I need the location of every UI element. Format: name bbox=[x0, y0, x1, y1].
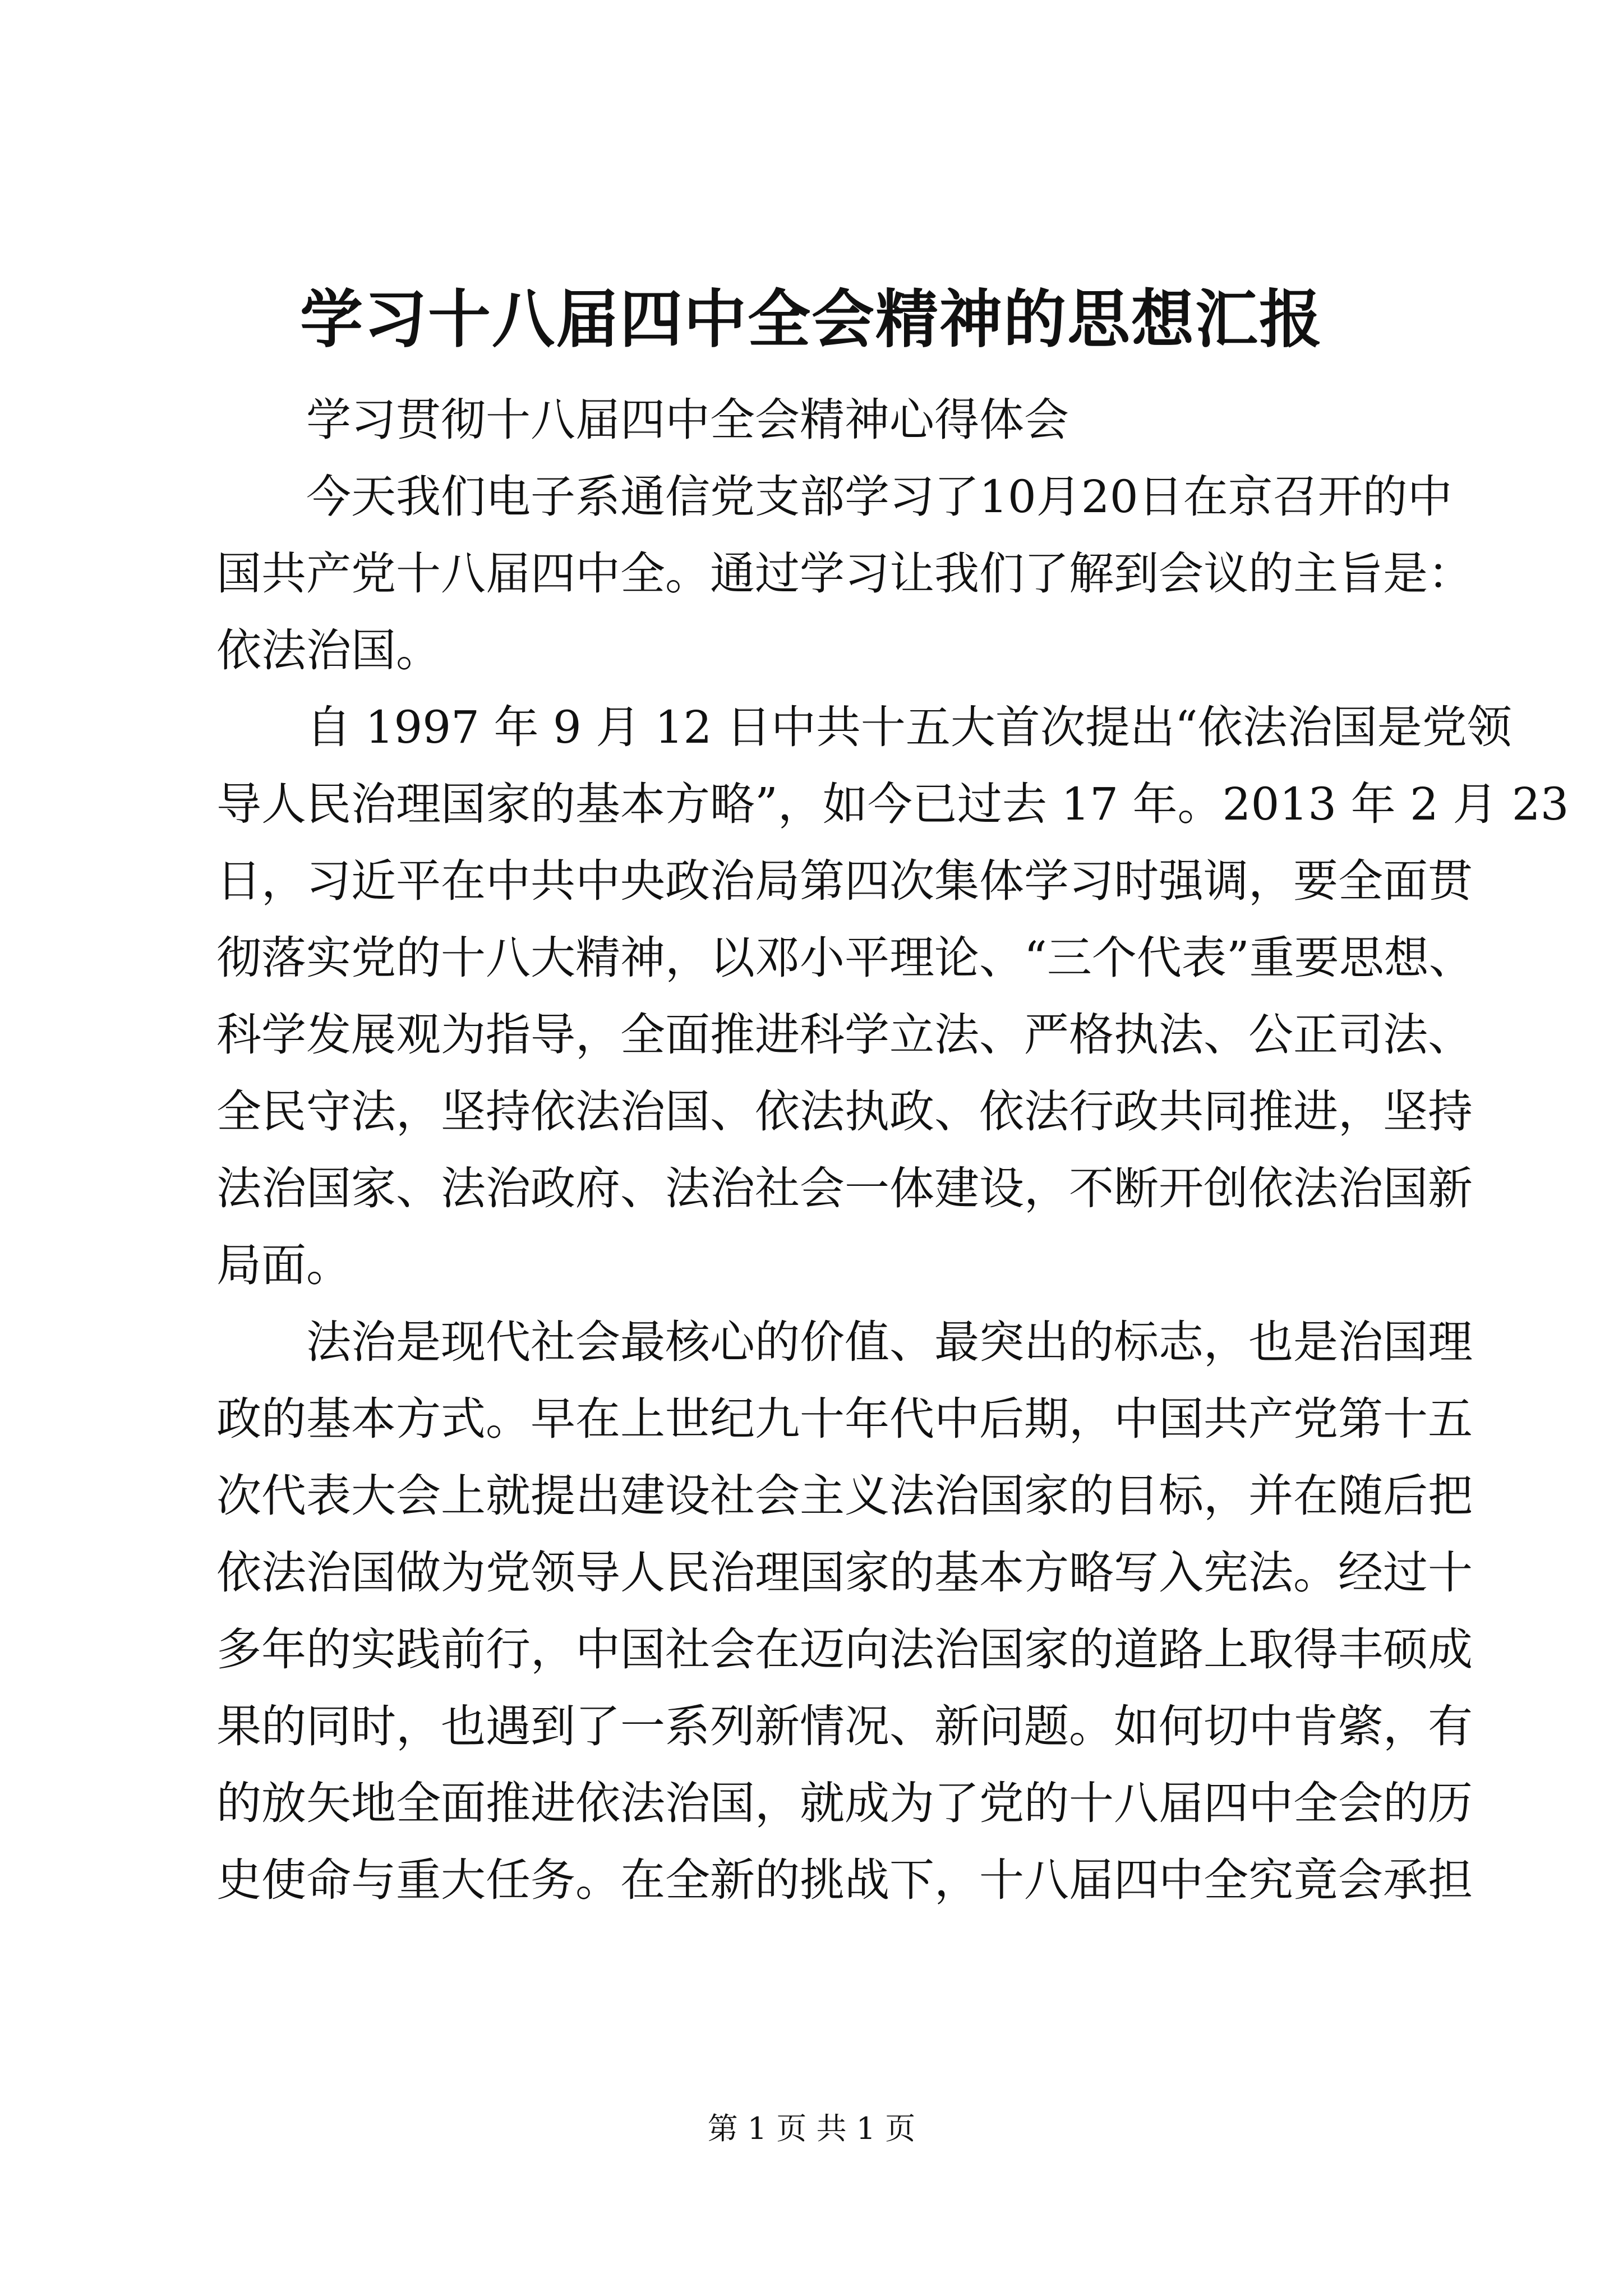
paragraph-2-line-8: 局面。 bbox=[216, 1239, 351, 1291]
document-subtitle: 学习贯彻十八届四中全会精神心得体会 bbox=[306, 394, 1069, 446]
paragraph-2-line-7: 法治国家、法治政府、法治社会一体建设，不断开创依法治国新 bbox=[216, 1162, 1473, 1214]
paragraph-3-line-7: 的放矢地全面推进依法治国，就成为了党的十八届四中全会的历 bbox=[216, 1777, 1473, 1829]
paragraph-3-line-6: 果的同时，也遇到了一系列新情况、新问题。如何切中肯綮，有 bbox=[216, 1700, 1473, 1752]
paragraph-3-line-4: 依法治国做为党领导人民治理国家的基本方略写入宪法。经过十 bbox=[216, 1547, 1473, 1599]
paragraph-2-line-5: 科学发展观为指导，全面推进科学立法、严格执法、公正司法、 bbox=[216, 1009, 1473, 1061]
document-title: 学习十八届四中全会精神的思想汇报 bbox=[300, 283, 1323, 356]
paragraph-2-line-6: 全民守法，坚持依法治国、依法执政、依法行政共同推进，坚持 bbox=[216, 1085, 1473, 1138]
paragraph-2-line-1: 自 1997 年 9 月 12 日中共十五大首次提出“依法治国是党领 bbox=[306, 701, 1512, 753]
paragraph-3-line-8: 史使命与重大任务。在全新的挑战下，十八届四中全究竟会承担 bbox=[216, 1854, 1473, 1906]
paragraph-1-line-2: 国共产党十八届四中全。通过学习让我们了解到会议的主旨是： bbox=[216, 547, 1473, 600]
document-body bbox=[216, 381, 1569, 1918]
paragraph-2-line-4: 彻落实党的十八大精神，以邓小平理论、“三个代表”重要思想、 bbox=[216, 932, 1474, 984]
page-footer: 第 1 页 共 1 页 bbox=[707, 2111, 916, 2146]
paragraph-3-line-2: 政的基本方式。早在上世纪九十年代中后期，中国共产党第十五 bbox=[216, 1393, 1473, 1445]
paragraph-1-line-3: 依法治国。 bbox=[216, 624, 441, 677]
paragraph-1-line-1: 今天我们电子系通信党支部学习了10月20日在京召开的中 bbox=[306, 471, 1453, 523]
paragraph-3-line-3: 次代表大会上就提出建设社会主义法治国家的目标，并在随后把 bbox=[216, 1470, 1473, 1522]
paragraph-3-line-5: 多年的实践前行，中国社会在迈向法治国家的道路上取得丰硕成 bbox=[216, 1623, 1473, 1676]
paragraph-2-line-2: 导人民治理国家的基本方略”，如今已过去 17 年。2013 年 2 月 23 bbox=[216, 778, 1569, 830]
paragraph-3-line-1: 法治是现代社会最核心的价值、最突出的标志，也是治国理 bbox=[306, 1316, 1473, 1368]
paragraph-2-line-3: 日，习近平在中共中央政治局第四次集体学习时强调，要全面贯 bbox=[216, 855, 1473, 907]
